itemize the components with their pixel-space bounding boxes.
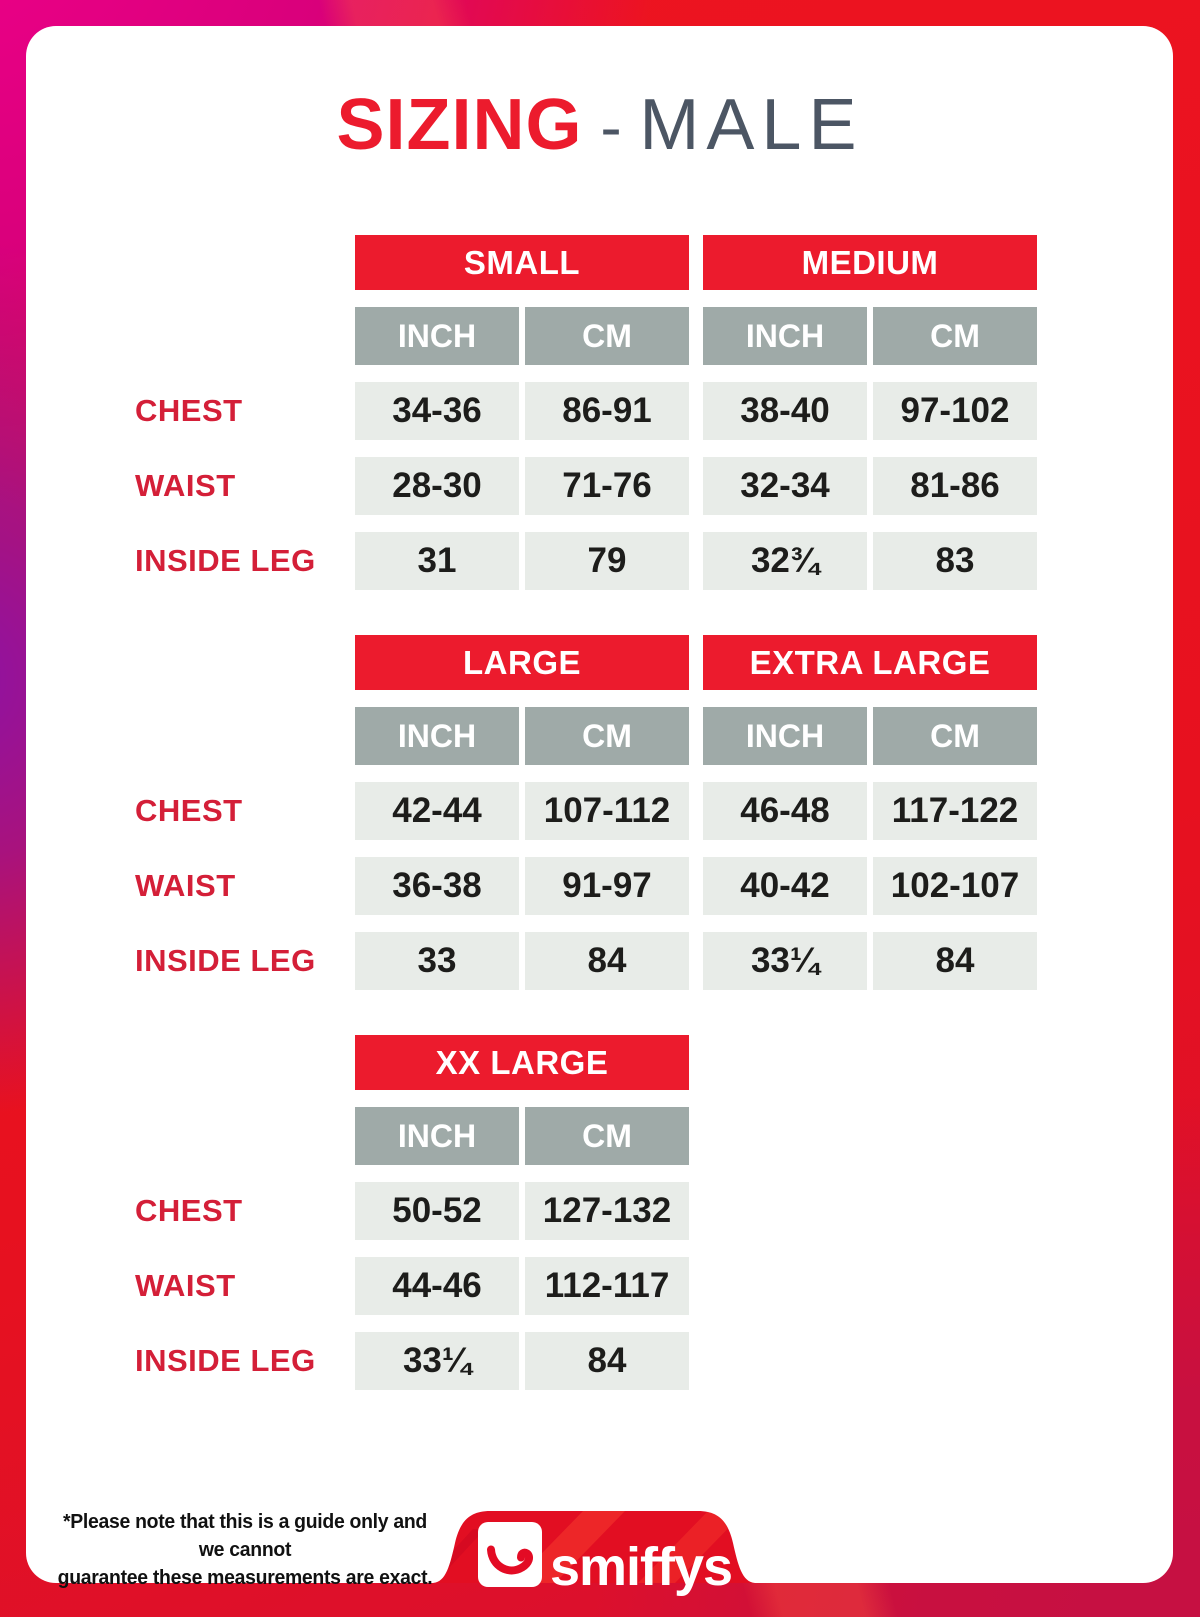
size-cell: 34-36 (355, 382, 519, 440)
title-sizing: SIZING (336, 85, 583, 165)
size-cell: 36-38 (355, 857, 519, 915)
smiffys-brand-text: smiffys (550, 1537, 733, 1597)
unit-header: INCH (355, 1107, 519, 1165)
footnote-line-1: *Please note that this is a guide only and we cannot (62, 1511, 427, 1561)
measure-label: CHEST (135, 393, 243, 428)
size-cell: 44-46 (355, 1257, 519, 1315)
size-group-header: EXTRA LARGE (703, 635, 1037, 690)
measure-label: INSIDE LEG (135, 543, 316, 578)
size-cell: 71-76 (525, 457, 689, 515)
size-cell: 84 (525, 932, 689, 990)
unit-header: INCH (355, 307, 519, 365)
size-cell: 46-48 (703, 782, 867, 840)
size-cell: 32-34 (703, 457, 867, 515)
unit-header: CM (873, 307, 1037, 365)
size-cell: 79 (525, 532, 689, 590)
size-cell: 32¾ (703, 532, 867, 590)
measure-label: INSIDE LEG (135, 1343, 316, 1378)
measure-label: WAIST (135, 868, 236, 903)
unit-header: CM (525, 707, 689, 765)
unit-header: INCH (703, 307, 867, 365)
size-cell: 42-44 (355, 782, 519, 840)
size-cell: 28-30 (355, 457, 519, 515)
size-cell: 33 (355, 932, 519, 990)
size-cell: 86-91 (525, 382, 689, 440)
title-separator: - (582, 91, 640, 163)
footnote (51, 1508, 439, 1592)
size-cell: 102-107 (873, 857, 1037, 915)
size-cell: 38-40 (703, 382, 867, 440)
size-cell: 97-102 (873, 382, 1037, 440)
size-cell: 117-122 (873, 782, 1037, 840)
trademark-symbol: ™ (733, 1538, 749, 1555)
measure-label: WAIST (135, 1268, 236, 1303)
unit-header: CM (873, 707, 1037, 765)
unit-header: INCH (355, 707, 519, 765)
measure-label: INSIDE LEG (135, 943, 316, 978)
size-cell: 84 (873, 932, 1037, 990)
measure-label: WAIST (135, 468, 236, 503)
size-group-header: LARGE (355, 635, 689, 690)
page-title (0, 84, 1200, 166)
size-cell: 31 (355, 532, 519, 590)
size-cell: 81-86 (873, 457, 1037, 515)
size-group-header: SMALL (355, 235, 689, 290)
smiffys-wordmark (550, 1517, 749, 1597)
unit-header: CM (525, 307, 689, 365)
size-cell: 33¼ (355, 1332, 519, 1390)
size-cell: 50-52 (355, 1182, 519, 1240)
smiffys-bag-icon (478, 1522, 542, 1587)
size-cell: 91-97 (525, 857, 689, 915)
unit-header: INCH (703, 707, 867, 765)
size-cell: 107-112 (525, 782, 689, 840)
unit-header: CM (525, 1107, 689, 1165)
footnote-line-2: guarantee these measurements are exact. (57, 1567, 433, 1589)
size-cell: 127-132 (525, 1182, 689, 1240)
smiffys-logo (433, 1503, 755, 1597)
size-cell: 84 (525, 1332, 689, 1390)
size-cell: 112-117 (525, 1257, 689, 1315)
measure-label: CHEST (135, 1193, 243, 1228)
measure-label: CHEST (135, 793, 243, 828)
size-cell: 33¼ (703, 932, 867, 990)
size-cell: 83 (873, 532, 1037, 590)
title-male: MALE (639, 85, 864, 165)
size-group-header: XX LARGE (355, 1035, 689, 1090)
size-group-header: MEDIUM (703, 235, 1037, 290)
size-cell: 40-42 (703, 857, 867, 915)
